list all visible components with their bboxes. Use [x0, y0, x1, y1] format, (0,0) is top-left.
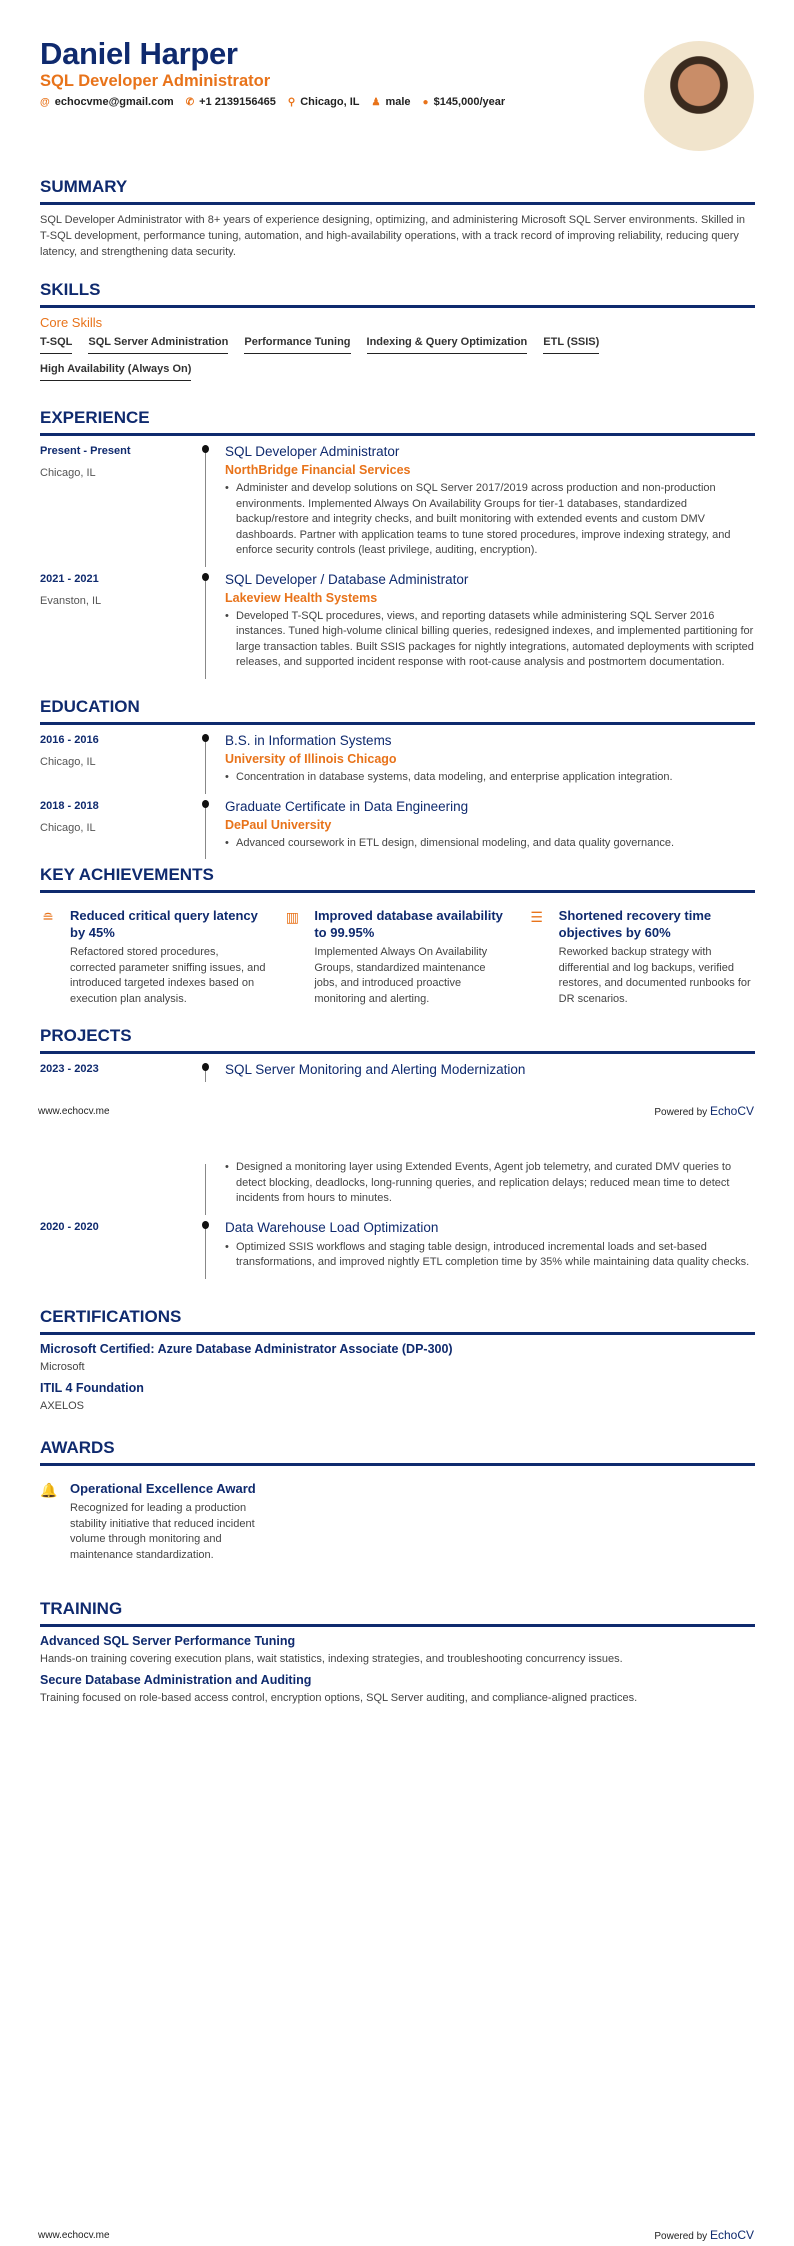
degree: Graduate Certificate in Data Engineering: [225, 798, 469, 814]
school: University of Illinois Chicago: [225, 752, 397, 766]
project-item: [40, 1061, 755, 1082]
bullet: • Designed a monitoring layer using Extended Events, Agent job telemetry, and curated DMV queries to detect blocking, deadlocks, long-running queries, and replication delays; reduced mean time to detect incidents from hours to minutes.: [225, 1160, 755, 1207]
timeline-dot: [202, 1221, 209, 1229]
footer-site-link[interactable]: www.echocv.me: [38, 1106, 110, 1117]
contact-location: [288, 96, 360, 108]
location: Evanston, IL: [40, 594, 102, 607]
award-icon: 🔔: [40, 1482, 58, 1498]
training-section: [40, 1599, 755, 1712]
awards-section: [40, 1438, 755, 1563]
experience-item: [40, 443, 755, 567]
phone-icon: ✆: [185, 96, 195, 108]
training-text: Hands-on training covering execution plans, wait statistics, indexing strategies, and troubleshooting concurrency issues.: [40, 1653, 623, 1665]
brand-logo: EchoCV: [709, 2228, 754, 2242]
timeline-dot: [202, 445, 209, 453]
section-heading: TRAINING: [40, 1599, 755, 1627]
education-item: [40, 732, 755, 794]
date-range: 2016 - 2016: [40, 734, 99, 746]
at-icon: @: [40, 96, 50, 108]
achievement-text: Reworked backup strategy with differential and log backups, verified restores, and documented runbooks for DR scenarios.: [558, 946, 751, 1005]
timeline-dot: [202, 734, 209, 742]
skill-group-label: Core Skills: [40, 315, 103, 330]
project-title: SQL Server Monitoring and Alerting Modernization: [225, 1062, 526, 1077]
section-heading: EXPERIENCE: [40, 408, 755, 436]
achievement-item: [529, 907, 755, 1007]
cert-issuer: Microsoft: [40, 1361, 85, 1373]
cert-name: ITIL 4 Foundation: [40, 1381, 144, 1395]
profile-photo: [644, 41, 754, 151]
contact-email[interactable]: [40, 96, 174, 108]
projects-section: [40, 1026, 755, 1082]
location: Chicago, IL: [40, 821, 96, 834]
contact-gender: [371, 96, 410, 108]
experience-section: [40, 408, 755, 679]
section-heading: AWARDS: [40, 1438, 755, 1466]
powered-by-text: Powered by: [654, 1107, 708, 1118]
contact-bar: [40, 96, 505, 108]
skill-tag: Performance Tuning: [244, 336, 350, 354]
bullet: • Administer and develop solutions on SQL Server 2017/2019 across production and non-production environments. Implemented Always On Availability Groups for tier-1 databases, standardized backup/restore and integrity checks, and built monitoring with extended events and custom DMV dashboards. Partner with application teams to tune stored procedures, improve indexing strategy, and enforce security controls (least privilege, auditing, encryption).: [225, 481, 755, 559]
location-text: Chicago, IL: [300, 96, 360, 108]
skill-tag: T-SQL: [40, 336, 72, 354]
timeline-dot: [202, 1063, 209, 1071]
date-range: 2018 - 2018: [40, 799, 99, 812]
degree: B.S. in Information Systems: [225, 733, 392, 748]
candidate-name: Daniel Harper: [40, 36, 238, 71]
powered-by-text: Powered by: [654, 2231, 708, 2242]
contact-phone[interactable]: [186, 96, 276, 108]
skill-tag: ETL (SSIS): [543, 336, 599, 354]
training-text: Training focused on role-based access control, encryption options, SQL Server auditing, and compliance-aligned practices.: [40, 1692, 638, 1704]
cert-issuer: AXELOS: [40, 1400, 85, 1412]
skill-tag: High Availability (Always On): [40, 363, 191, 381]
email-text: echocvme@gmail.com: [54, 96, 174, 108]
salary-text: $145,000/year: [433, 96, 506, 108]
location: Chicago, IL: [40, 756, 96, 768]
date-range: 2023 - 2023: [40, 1063, 99, 1075]
date-range: 2020 - 2020: [40, 1220, 99, 1233]
skill-tag: Indexing & Query Optimization: [367, 336, 528, 354]
salary-icon: ●: [422, 96, 429, 108]
section-heading: PROJECTS: [40, 1026, 755, 1054]
bullet: • Developed T-SQL procedures, views, and reporting datasets while administering SQL Server 2016 instances. Tuned high-volume clinical billing queries, redesigned indexes, and implemented partitioning for large transaction tables. Built SSIS packages for nightly integrations, automated deployments with scripted releases, and supported incident response with root-cause analysis and postmortem documentation.: [225, 609, 755, 671]
candidate-title: SQL Developer Administrator: [40, 72, 271, 90]
section-heading: SUMMARY: [40, 177, 755, 205]
bullet: • Optimized SSIS workflows and staging table design, introduced incremental loads and set-based transformations, and improved nightly ETL completion time by 35% while maintaining data quality checks.: [225, 1240, 755, 1271]
gender-text: male: [385, 96, 411, 108]
project-title: Data Warehouse Load Optimization: [225, 1219, 439, 1235]
achievement-item: [284, 907, 510, 1007]
section-heading: EDUCATION: [40, 697, 755, 725]
sliders-icon: ☰: [530, 909, 543, 925]
project-item: [40, 1219, 755, 1279]
school: DePaul University: [225, 817, 332, 832]
summary-text: SQL Developer Administrator with 8+ years of experience designing, optimizing, and administering Microsoft SQL Server environments. Skilled in T-SQL development, performance tuning, automation, and high-availability operations, with a track record of improving reliability, reducing query latency, and strengthening data security.: [40, 214, 746, 258]
section-heading: KEY ACHIEVEMENTS: [40, 865, 755, 893]
brand-logo: EchoCV: [709, 1104, 754, 1118]
timeline-dot: [202, 800, 209, 808]
job-title: SQL Developer Administrator: [225, 444, 400, 459]
education-item: [40, 798, 755, 860]
training-title: Advanced SQL Server Performance Tuning: [40, 1634, 296, 1648]
achievement-title: Reduced critical query latency by 45%: [70, 908, 258, 940]
skill-tag: SQL Server Administration: [88, 336, 228, 354]
bullet: • Advanced coursework in ETL design, dimensional modeling, and data quality governance.: [225, 836, 755, 852]
projects-continued: [40, 1160, 755, 1279]
section-heading: CERTIFICATIONS: [40, 1307, 755, 1335]
cert-name: Microsoft Certified: Azure Database Administrator Associate (DP-300): [40, 1342, 453, 1356]
award-item: [40, 1480, 270, 1563]
powered-by: [654, 2228, 754, 2242]
education-section: [40, 697, 755, 859]
company-name: NorthBridge Financial Services: [225, 463, 411, 477]
experience-item: [40, 571, 755, 679]
location: Chicago, IL: [40, 467, 96, 479]
award-title: Operational Excellence Award: [70, 1481, 256, 1496]
skills-section: [40, 280, 755, 381]
chart-icon: ▥: [285, 909, 299, 925]
phone-text: +1 2139156465: [199, 96, 276, 108]
cake-icon: ≘: [42, 909, 54, 925]
certifications-section: [40, 1307, 755, 1420]
person-icon: ♟: [371, 96, 381, 108]
summary-section: [40, 177, 755, 260]
powered-by: [654, 1104, 754, 1118]
achievement-item: [40, 907, 266, 1007]
date-range: 2021 - 2021: [40, 572, 99, 585]
job-title: SQL Developer / Database Administrator: [225, 571, 469, 587]
footer-site-link[interactable]: www.echocv.me: [38, 2230, 110, 2241]
achievement-text: Implemented Always On Availability Groups, standardized maintenance jobs, and introduced proactive monitoring and alerting.: [314, 946, 488, 1005]
achievement-title: Shortened recovery time objectives by 60%: [558, 908, 712, 940]
timeline-dot: [202, 573, 209, 581]
bullet: • Concentration in database systems, data modeling, and enterprise application integration.: [225, 770, 755, 786]
date-range: Present - Present: [40, 445, 131, 457]
location-icon: ⚲: [287, 96, 296, 108]
achievements-section: [40, 865, 755, 1007]
achievement-title: Improved database availability to 99.95%: [314, 908, 503, 940]
training-title: Secure Database Administration and Auditing: [40, 1673, 312, 1687]
company-name: Lakeview Health Systems: [225, 590, 378, 605]
section-heading: SKILLS: [40, 280, 755, 308]
award-text: Recognized for leading a production stability initiative that reduced incident volume through monitoring and maintenance standardization.: [70, 1502, 255, 1561]
contact-salary: [423, 96, 506, 108]
achievement-text: Refactored stored procedures, corrected parameter sniffing issues, and introduced targeted indexes based on execution plan analysis.: [70, 946, 266, 1005]
